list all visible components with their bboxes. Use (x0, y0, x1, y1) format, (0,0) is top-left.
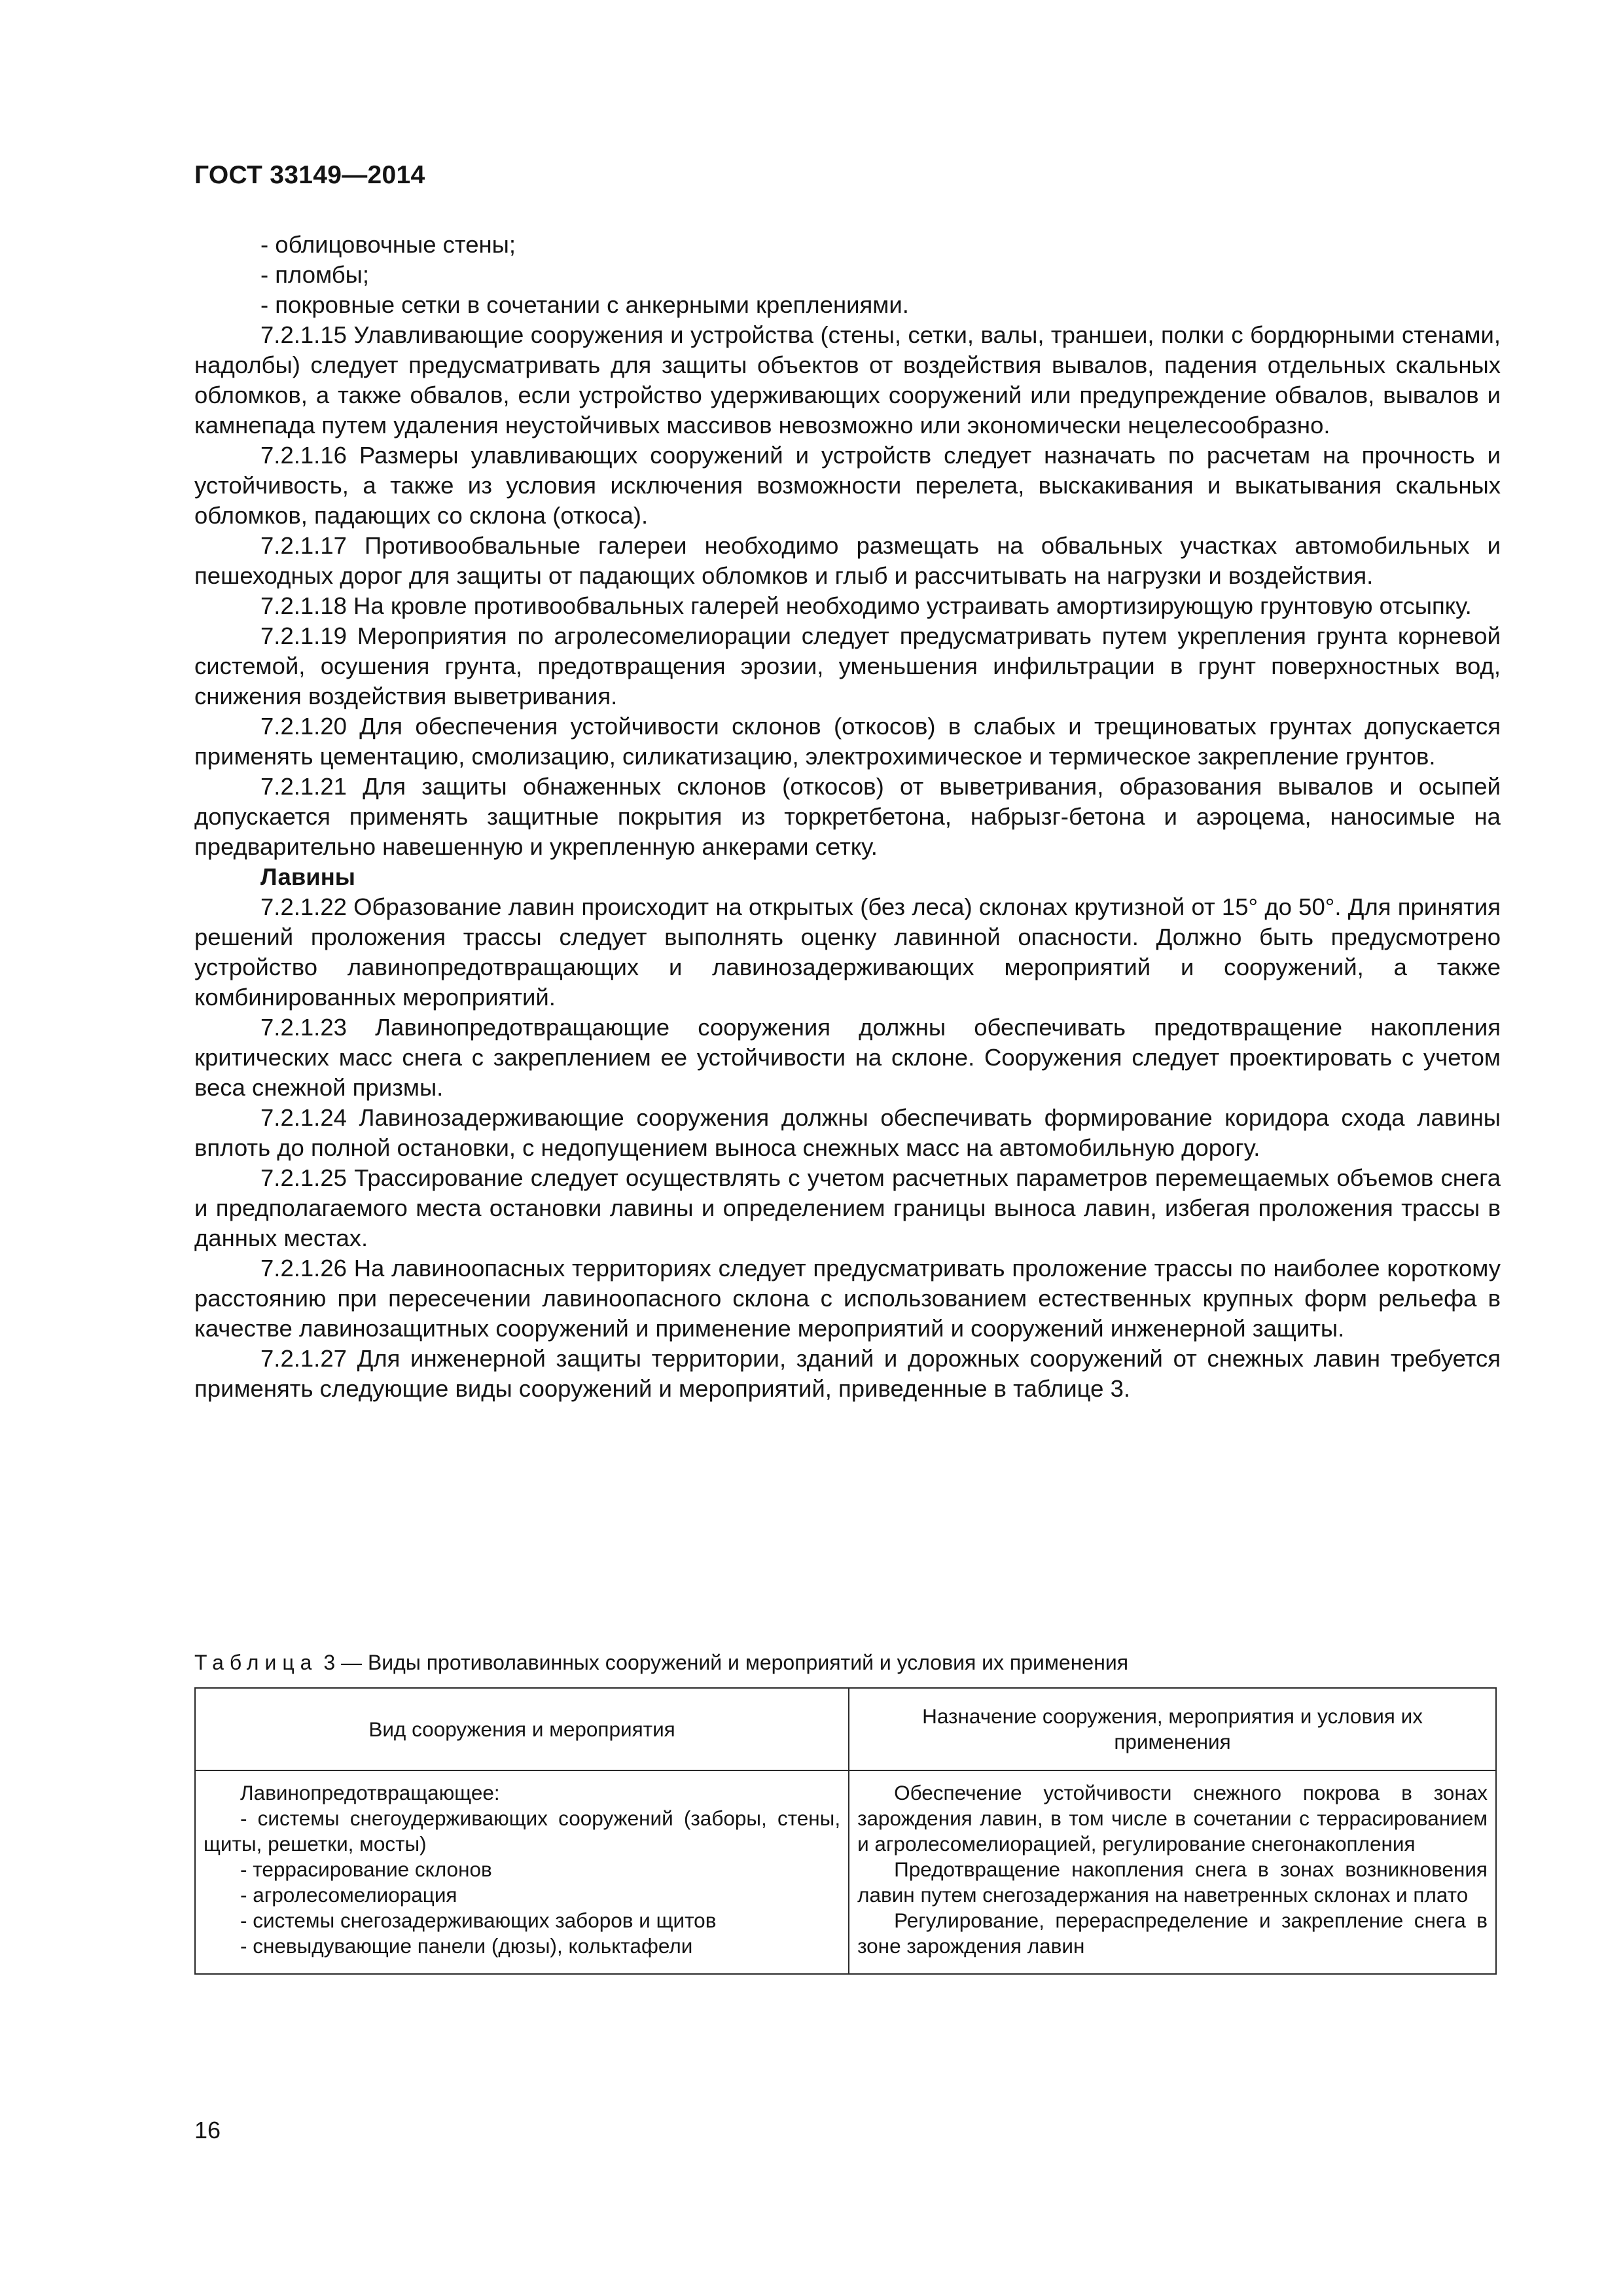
paragraph-7-2-1-25: 7.2.1.25 Трассирование следует осуществлять с учетом расчетных параметров перемещаемых объемов снега и предполагаемого места остановки лавины и определением границы выноса лавин, избегая проложения трассы в данных местах. (194, 1164, 1501, 1251)
cell-title: Лавинопредотвращающее: (240, 1781, 500, 1804)
table-caption-text: 3 — Виды противолавинных сооружений и мероприятий и условия их применения (317, 1651, 1129, 1674)
paragraph-7-2-1-27: 7.2.1.27 Для инженерной защиты территории, зданий и дорожных сооружений от снежных лавин требуется применять следующие виды сооружений и мероприятий, приведенные в таблице 3. (194, 1345, 1501, 1402)
table-cell-purposes (849, 1770, 1496, 1974)
table-header-row (195, 1688, 1496, 1770)
paragraph-7-2-1-24: 7.2.1.24 Лавинозадерживающие сооружения должны обеспечивать формирование коридора схода лавины вплоть до полной остановки, с недопущением выноса снежных масс на автомобильную дорогу. (194, 1104, 1501, 1161)
page-number: 16 (194, 2117, 221, 2144)
table-header-purpose: Назначение сооружения, мероприятия и условия их применения (849, 1688, 1496, 1770)
main-content (194, 230, 1501, 1404)
table-caption-label: Таблица (194, 1651, 318, 1674)
paragraph-7-2-1-16: 7.2.1.16 Размеры улавливающих сооружений и устройств следует назначать по расчетам на прочность и устойчивость, а также из условия исключения возможности перелета, выскакивания и выкатывания скальных обломков, падающих со склона (откоса). (194, 442, 1501, 529)
cell-paragraph: Обеспечение устойчивости снежного покрова в зонах зарождения лавин, в том числе в сочетании с террасированием и агролесомелиорацией, регулирование снегонакопления (857, 1781, 1488, 1856)
cell-list-item: - агролесомелиорация (240, 1883, 457, 1907)
paragraph-7-2-1-17: 7.2.1.17 Противообвальные галереи необходимо размещать на обвальных участках автомобильных и пешеходных дорог для защиты от падающих обломков и глыб и рассчитывать на нагрузки и воздействия. (194, 532, 1501, 589)
paragraph-7-2-1-15: 7.2.1.15 Улавливающие сооружения и устройства (стены, сетки, валы, траншеи, полки с бордюрными стенами, надолбы) следует предусматривать для защиты объектов от воздействия вывалов, падения отдельных скальных обломков, а также обвалов, если устройство удерживающих сооружений или предупреждение обвалов, вывалов и камнепада путем удаления неустойчивых массивов невозможно или экономически нецелесообразно. (194, 321, 1501, 439)
paragraph-7-2-1-18: 7.2.1.18 На кровле противообвальных галерей необходимо устраивать амортизирующую грунтовую отсыпку. (260, 592, 1472, 619)
cell-list-item: - системы снегозадерживающих заборов и щитов (240, 1909, 717, 1932)
section-subheading: Лавины (260, 863, 355, 890)
table-header-type: Вид сооружения и мероприятия (195, 1688, 849, 1770)
paragraph-7-2-1-19: 7.2.1.19 Мероприятия по агролесомелиорации следует предусматривать путем укрепления грунта корневой системой, осушения грунта, предотвращения эрозии, уменьшения инфильтрации в грунт поверхностных вод, снижения воздействия выветривания. (194, 622, 1501, 709)
list-item: - покровные сетки в сочетании с анкерными креплениями. (260, 291, 909, 318)
cell-paragraph: Регулирование, перераспределение и закрепление снега в зоне зарождения лавин (857, 1909, 1488, 1958)
paragraph-7-2-1-21: 7.2.1.21 Для защиты обнаженных склонов (откосов) от выветривания, образования вывалов и осыпей допускается применять защитные покрытия из торкретбетона, набрызг-бетона и аэроцема, наносимые на предварительно навешенную и укрепленную анкерами сетку. (194, 773, 1501, 860)
paragraph-7-2-1-26: 7.2.1.26 На лавиноопасных территориях следует предусматривать проложение трассы по наиболее короткому расстоянию при пересечении лавиноопасного склона с использованием естественных крупных форм рельефа в качестве лавинозащитных сооружений и применение мероприятий и сооружений инженерной защиты. (194, 1255, 1501, 1342)
cell-paragraph: Предотвращение накопления снега в зонах возникновения лавин путем снегозадержания на наветренных склонах и плато (857, 1857, 1488, 1907)
paragraph-7-2-1-20: 7.2.1.20 Для обеспечения устойчивости склонов (откосов) в слабых и трещиноватых грунтах допускается применять цементацию, смолизацию, силикатизацию, электрохимическое и термическое закрепление грунтов. (194, 713, 1501, 770)
table-cell-types (195, 1770, 849, 1974)
table-row (195, 1770, 1496, 1974)
list-item: - облицовочные стены; (260, 231, 516, 258)
cell-list-item: - сневыдувающие панели (дюзы), кольктафели (240, 1934, 693, 1958)
list-item: - пломбы; (260, 261, 370, 288)
paragraph-7-2-1-22: 7.2.1.22 Образование лавин происходит на открытых (без леса) склонах крутизной от 15° до 50°. Для принятия решений проложения трассы следует выполнять оценку лавинной опасности. Должно быть предусмотрено устройство лавинопредотвращающих и лавинозадерживающих мероприятий и сооружений, а также комбинированных мероприятий. (194, 893, 1501, 1011)
document-header: ГОСТ 33149—2014 (194, 161, 425, 189)
paragraph-7-2-1-23: 7.2.1.23 Лавинопредотвращающие сооружения должны обеспечивать предотвращение накопления критических масс снега с закреплением ее устойчивости на склоне. Сооружения следует проектировать с учетом веса снежной призмы. (194, 1014, 1501, 1101)
table-3 (194, 1687, 1497, 1975)
cell-list-item: - системы снегоудерживающих сооружений (заборы, стены, щиты, решетки, мосты) (204, 1806, 841, 1856)
table-caption (194, 1651, 1128, 1675)
cell-list-item: - террасирование склонов (240, 1857, 492, 1881)
